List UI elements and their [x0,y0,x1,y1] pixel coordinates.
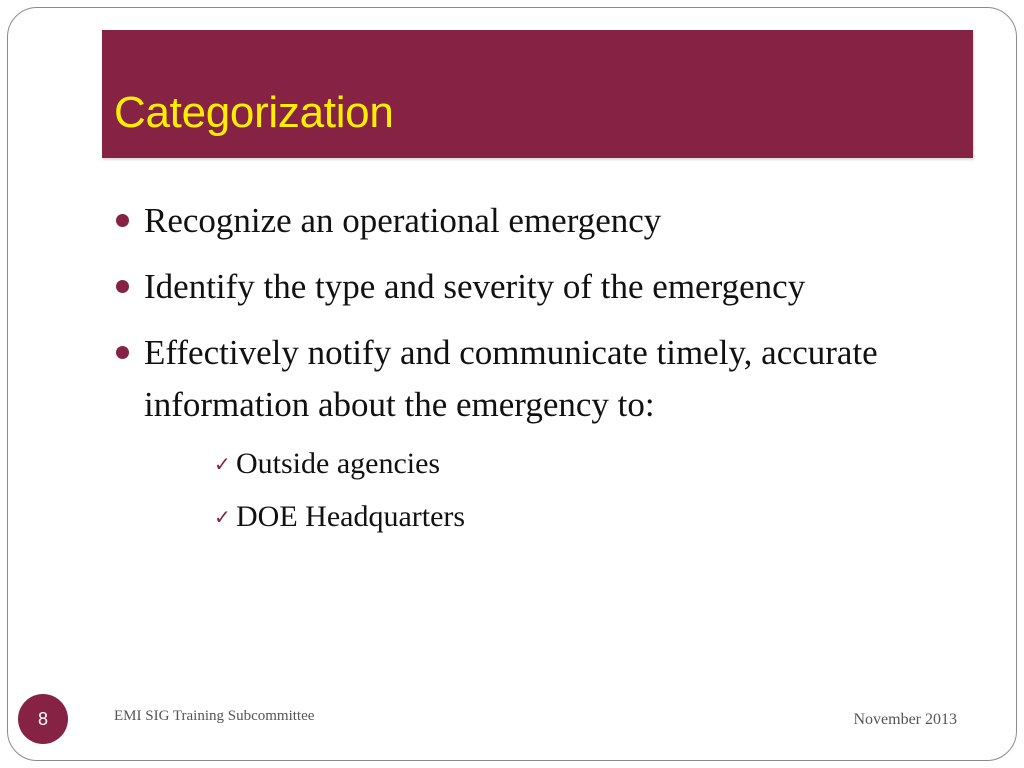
slide-title: Categorization [114,88,394,137]
checkmark-icon: ✓ [214,505,231,529]
bullet-dot-icon [116,346,129,359]
bullet-text: Identify the type and severity of the emergency [144,267,806,306]
bullet-dot-icon [116,280,129,293]
bullet-dot-icon [116,214,129,227]
bullet-item [114,327,934,431]
slide-number-badge: 8 [18,694,68,744]
slide-content [114,195,934,543]
bullet-list [114,195,934,431]
footer-date: November 2013 [853,711,957,728]
checkmark-icon: ✓ [214,452,231,476]
bullet-text: Recognize an operational emergency [144,201,662,240]
title-bar [102,30,973,158]
sub-bullet-item [114,437,934,490]
bullet-item [114,261,934,313]
footer-organization: EMI SIG Training Subcommittee [114,708,315,724]
bullet-text: Effectively notify and communicate timely, accurate information about the emergency to: [144,333,878,424]
bullet-item [114,195,934,247]
sub-bullet-item [114,490,934,543]
sub-bullet-list [114,437,934,543]
sub-bullet-text: DOE Headquarters [236,500,466,533]
sub-bullet-text: Outside agencies [236,447,441,480]
